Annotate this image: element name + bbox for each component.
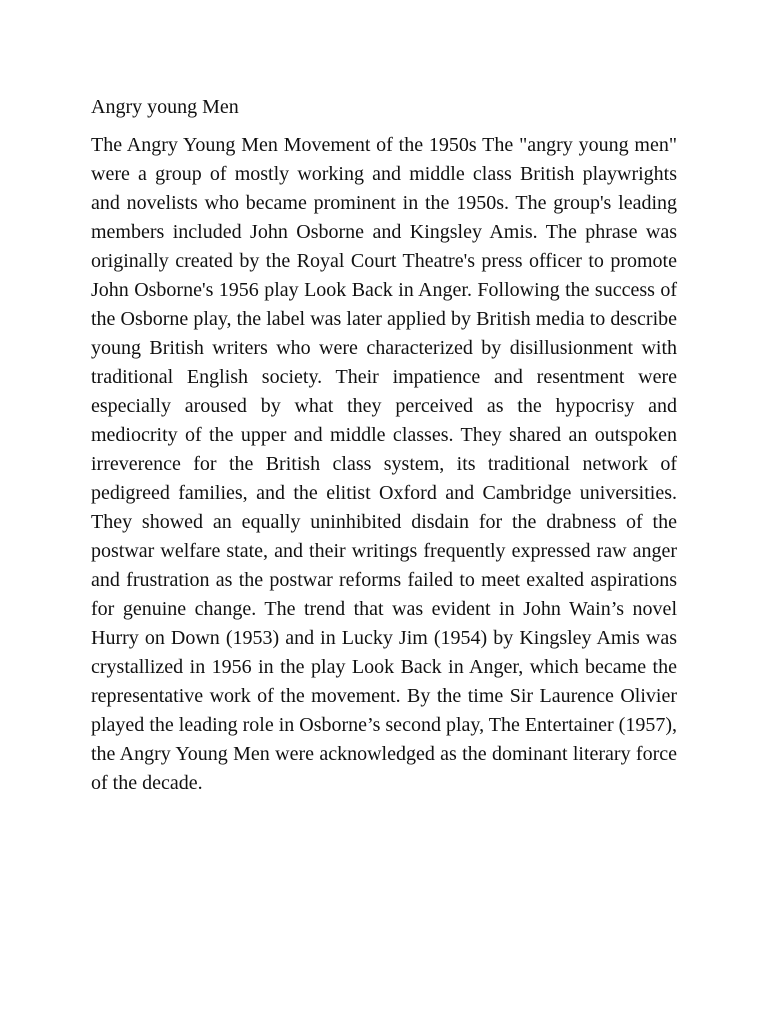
document-title: Angry young Men [91, 96, 239, 118]
document-page [91, 93, 677, 798]
document-body-paragraph: The Angry Young Men Movement of the 1950s The "angry young men" were a group of mostly working and middle class British playwrights and novelists who became prominent in the 1950s. The group's leading members included John Osborne and Kingsley Amis. The phrase was originally created by the Royal Court Theatre's press officer to promote John Osborne's 1956 play Look Back in Anger. Following the success of the Osborne play, the label was later applied by British media to describe young British writers who were characterized by disillusionment with traditional English society. Their impatience and resentment were especially aroused by what they perceived as the hypocrisy and mediocrity of the upper and middle classes. They shared an outspoken irreverence for the British class system, its traditional network of pedigreed families, and the elitist Oxford and Cambridge universities. They showed an equally uninhibited disdain for the drabness of the postwar welfare state, and their writings frequently expressed raw anger and frustration as the postwar reforms failed to meet exalted aspirations for genuine change. The trend that was evident in John Wain’s novel Hurry on Down (1953) and in Lucky Jim (1954) by Kingsley Amis was crystallized in 1956 in the play Look Back in Anger, which became the representative work of the movement. By the time Sir Laurence Olivier played the leading role in Osborne’s second play, The Entertainer (1957), the Angry Young Men were acknowledged as the dominant literary force of the decade. [91, 134, 677, 794]
